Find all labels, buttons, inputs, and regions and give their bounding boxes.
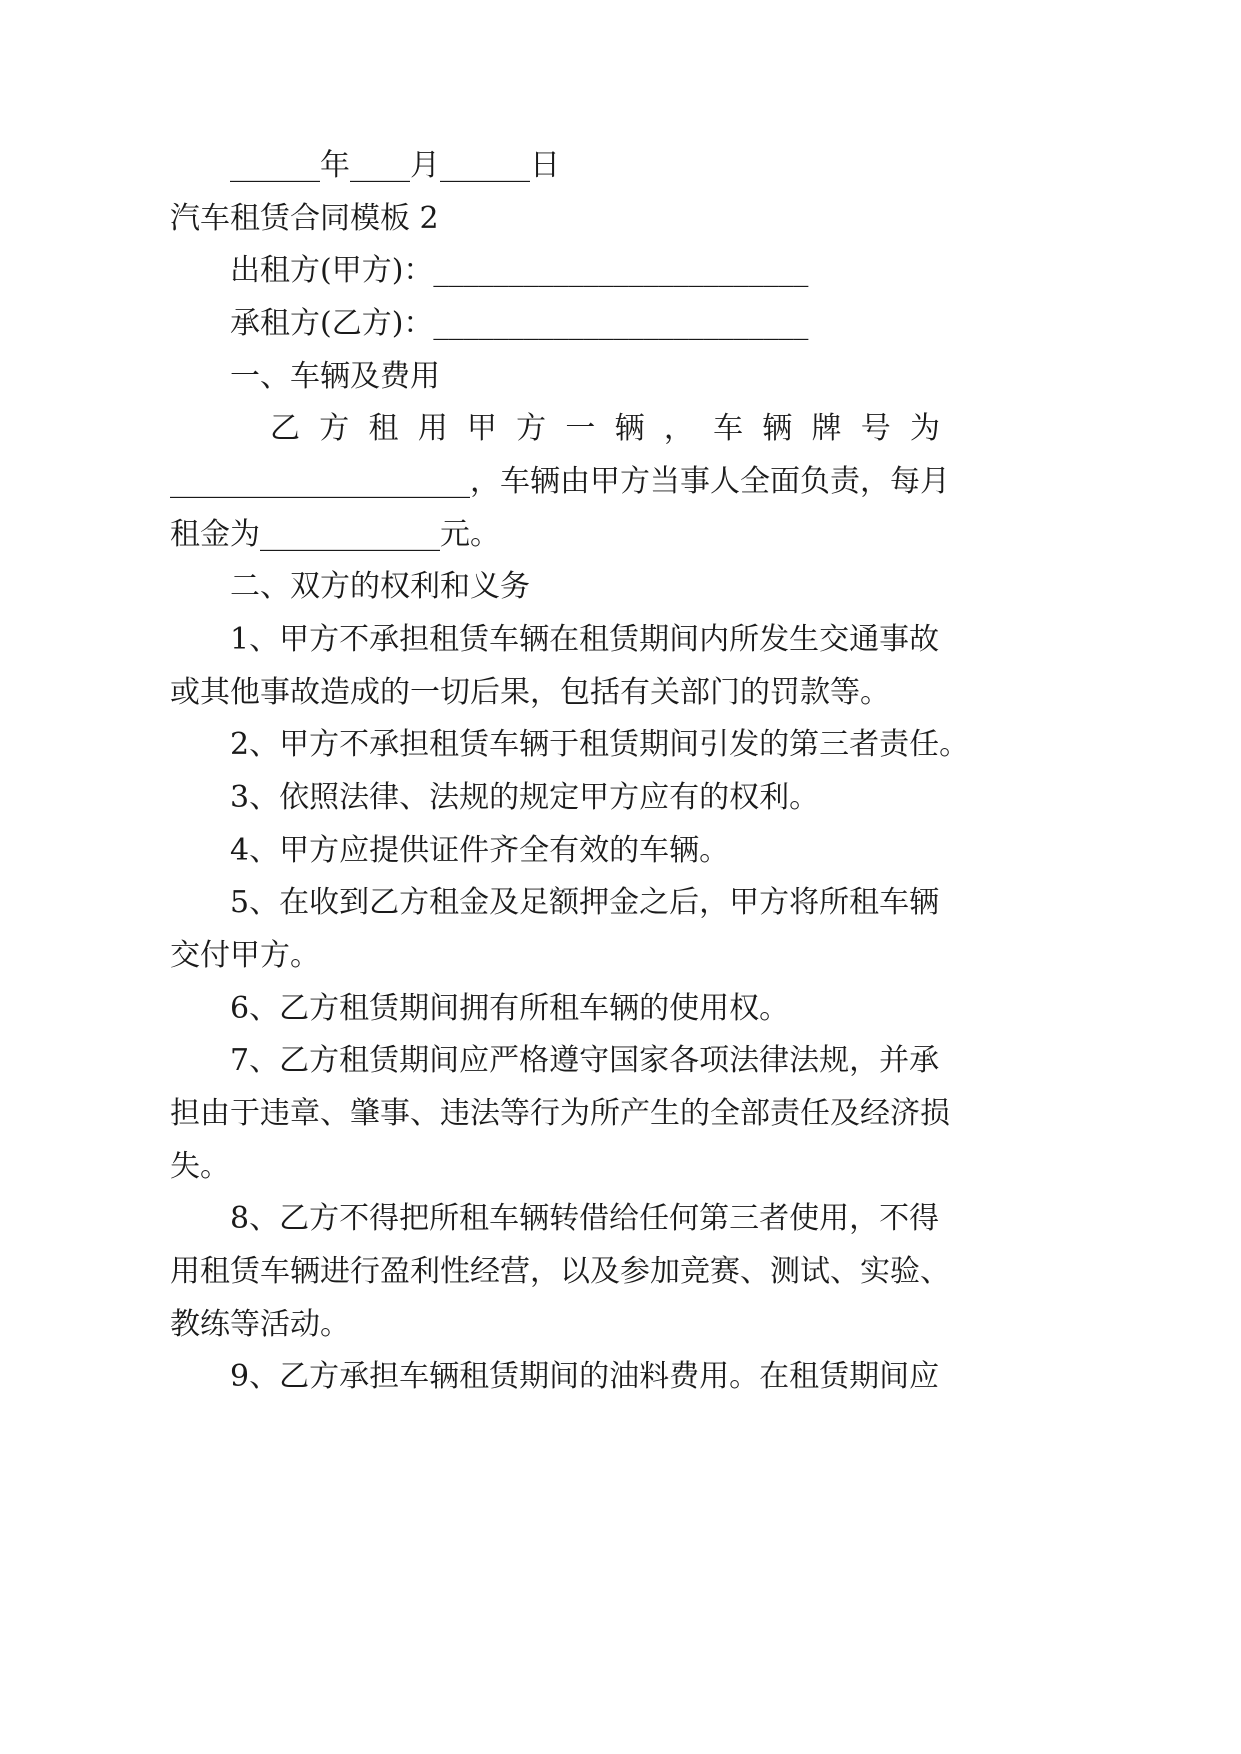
section2-heading: 二、双方的权利和义务: [230, 569, 530, 604]
lessee-line: 承租方(乙方)：_________________________: [230, 306, 809, 341]
item6: 6、乙方租赁期间拥有所租车辆的使用权。: [230, 991, 790, 1026]
item5-line2: 交付甲方。: [170, 938, 320, 973]
section1-heading: 一、车辆及费用: [230, 359, 440, 394]
item4: 4、甲方应提供证件齐全有效的车辆。: [230, 833, 730, 868]
item9-line1: 9、乙方承担车辆租赁期间的油料费用。在租赁期间应: [230, 1359, 940, 1394]
item8-line3: 教练等活动。: [170, 1307, 350, 1342]
item1-line2: 或其他事故造成的一切后果，包括有关部门的罚款等。: [170, 675, 890, 710]
item8-line1: 8、乙方不得把所租车辆转借给任何第三者使用，不得: [230, 1201, 940, 1236]
date-line: ______年____月______日: [230, 148, 560, 183]
document-title: 汽车租赁合同模板 2: [170, 201, 439, 236]
lessor-line: 出租方(甲方)：_________________________: [230, 253, 809, 288]
item3: 3、依照法律、法规的规定甲方应有的权利。: [230, 780, 820, 815]
item1-line1: 1、甲方不承担租赁车辆在租赁期间内所发生交通事故: [230, 622, 940, 657]
section1-line1: 乙方租用甲方一辆，车辆牌号为: [270, 411, 940, 446]
item7-line1: 7、乙方租赁期间应严格遵守国家各项法律法规，并承: [230, 1043, 940, 1078]
section1-line3: 租金为____________元。: [170, 517, 500, 552]
item5-line1: 5、在收到乙方租金及足额押金之后，甲方将所租车辆: [230, 885, 940, 920]
item7-line3: 失。: [170, 1149, 230, 1184]
item8-line2: 用租赁车辆进行盈利性经营，以及参加竞赛、测试、实验、: [170, 1254, 950, 1289]
item2: 2、甲方不承担租赁车辆于租赁期间引发的第三者责任。: [230, 727, 970, 762]
item7-line2: 担由于违章、肇事、违法等行为所产生的全部责任及经济损: [170, 1096, 950, 1131]
section1-line2: ____________________，车辆由甲方当事人全面负责，每月: [170, 464, 950, 499]
